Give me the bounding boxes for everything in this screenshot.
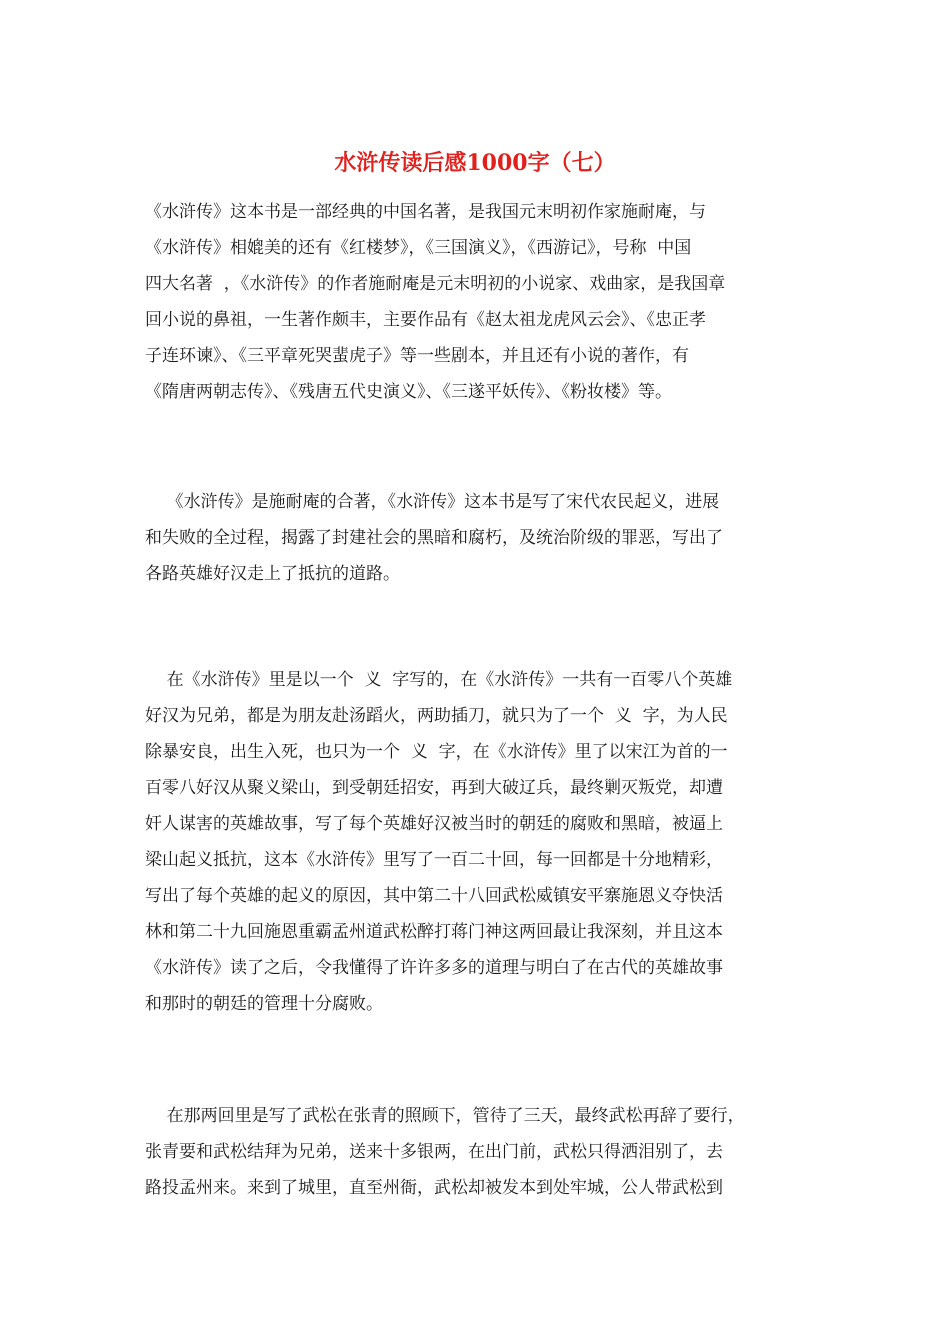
text-line: 写出了每个英雄的起义的原因，其中第二十八回武松威镇安平寨施恩义夺快活	[145, 886, 723, 906]
text-line: 《隋唐两朝志传》、《残唐五代史演义》、《三遂平妖传》、《粉妆楼》等。	[145, 382, 672, 402]
text-line: 回小说的鼻祖，一生著作颇丰，主要作品有《赵太祖龙虎风云会》、《忠正孝	[145, 310, 706, 330]
text-line: 奸人谋害的英雄故事，写了每个英雄好汉被当时的朝廷的腐败和黑暗，被逼上	[145, 814, 723, 834]
text-line: 《水浒传》相媲美的还有《红楼梦》，《三国演义》，《西游记》，号称 中国	[145, 238, 692, 258]
text-line: 和失败的全过程，揭露了封建社会的黑暗和腐朽，及统治阶级的罪恶，写出了	[145, 528, 723, 548]
paragraph-4	[145, 1098, 825, 1206]
text-line: 好汉为兄弟，都是为朋友赴汤蹈火，两助插刀，就只为了一个 义 字，为人民	[145, 706, 728, 726]
text-line: 《水浒传》读了之后，令我懂得了许许多多的道理与明白了在古代的英雄故事	[145, 958, 723, 978]
text-line: 百零八好汉从聚义梁山，到受朝廷招安，再到大破辽兵，最终剿灭叛党，却遭	[145, 778, 723, 798]
paragraph-2	[145, 484, 825, 592]
text-line: 子连环谏》、《三平章死哭蜚虎子》等一些剧本，并且还有小说的著作，有	[145, 346, 689, 366]
text-line: 四大名著 ，《水浒传》的作者施耐庵是元末明初的小说家、戏曲家，是我国章	[145, 274, 726, 294]
text-line: 梁山起义抵抗，这本《水浒传》里写了一百二十回，每一回都是十分地精彩，	[145, 850, 723, 870]
text-line: 林和第二十九回施恩重霸孟州道武松醉打蒋门神这两回最让我深刻，并且这本	[145, 922, 723, 942]
text-line: 《水浒传》是施耐庵的合著，《水浒传》这本书是写了宋代农民起义，进展	[145, 492, 720, 512]
text-line: 张青要和武松结拜为兄弟，送来十多银两，在出门前，武松只得洒泪别了，去	[145, 1142, 723, 1162]
paragraph-1	[145, 194, 825, 410]
text-line: 和那时的朝廷的管理十分腐败。	[145, 994, 383, 1014]
text-line: 《水浒传》这本书是一部经典的中国名著，是我国元末明初作家施耐庵，与	[145, 202, 706, 222]
text-line: 在那两回里是写了武松在张青的照顾下，管待了三天，最终武松再辞了要行，	[145, 1106, 745, 1126]
text-line: 除暴安良，出生入死，也只为一个 义 字，在《水浒传》里了以宋江为首的一	[145, 742, 728, 762]
text-line: 各路英雄好汉走上了抵抗的道路。	[145, 564, 400, 584]
text-line: 路投孟州来。来到了城里，直至州衙，武松却被发本到处牢城，公人带武松到	[145, 1178, 723, 1198]
paragraph-3	[145, 662, 825, 1022]
text-line: 在《水浒传》里是以一个 义 字写的，在《水浒传》一共有一百零八个英雄	[145, 670, 733, 690]
document-title: 水浒传读后感1000字（七）	[334, 150, 616, 176]
